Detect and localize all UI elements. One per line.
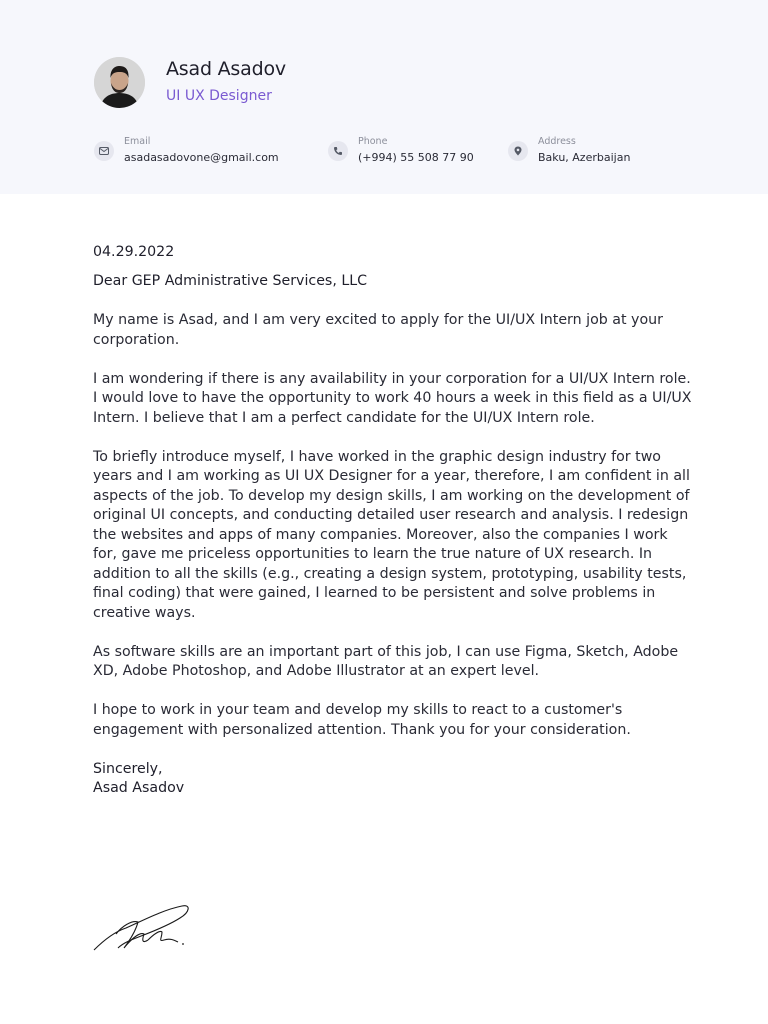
salutation: Dear GEP Administrative Services, LLC bbox=[93, 273, 368, 289]
letter-date: 04.29.2022 bbox=[93, 244, 175, 260]
paragraph: As software skills are an important part of this job, I can use Figma, Sketch, Adobe XD, Adobe Photoshop, and Adobe Illustrator at an expert level. bbox=[93, 643, 679, 679]
avatar bbox=[94, 57, 145, 108]
letter-header bbox=[0, 0, 768, 194]
paragraph: To briefly introduce myself, I have worked in the graphic design industry for two years and I am working as UI UX Designer for a year, therefore, I am confident in all aspects of the job. To develop my design skills, I am working on the development of original UI concepts, and conducting detailed user research and analysis. I redesign the websites and apps of many companies. Moreover, also the companies I work for, gave me priceless opportunities to learn the true nature of UX research. In addition to all the skills (e.g., creating a design system, prototyping, usability tests, final coding) that were gained, I learned to be persistent and solve problems in creative ways. bbox=[93, 448, 690, 621]
applicant-title: UI UX Designer bbox=[166, 88, 272, 104]
mail-icon bbox=[94, 141, 114, 161]
contact-value: (+994) 55 508 77 90 bbox=[358, 151, 474, 164]
location-pin-icon bbox=[508, 141, 528, 161]
paragraph: I hope to work in your team and develop my skills to react to a customer's engagement with personalized attention. Thank you for your consideration. bbox=[93, 702, 631, 738]
paragraph: My name is Asad, and I am very excited to apply for the UI/UX Intern job at your corporation. bbox=[93, 312, 663, 348]
closing: Sincerely, bbox=[93, 760, 163, 777]
applicant-name: Asad Asadov bbox=[166, 58, 286, 80]
letter-body bbox=[93, 243, 693, 799]
paragraph: I am wondering if there is any availability in your corporation for a UI/UX Intern role. I would love to have the opportunity to work 40 hours a week in this field as a UI/UX Intern. I believe that I am a perfect candidate for the UI/UX Intern role. bbox=[93, 370, 692, 426]
contact-value: Baku, Azerbaijan bbox=[538, 151, 631, 164]
contact-label: Email bbox=[124, 136, 151, 147]
contact-value: asadasadovone@gmail.com bbox=[124, 151, 279, 164]
contact-label: Phone bbox=[358, 136, 388, 147]
handwritten-signature bbox=[92, 900, 192, 959]
phone-icon bbox=[328, 141, 348, 161]
avatar-photo-icon bbox=[94, 57, 145, 108]
signer-name: Asad Asadov bbox=[93, 780, 185, 796]
contact-label: Address bbox=[538, 136, 576, 147]
